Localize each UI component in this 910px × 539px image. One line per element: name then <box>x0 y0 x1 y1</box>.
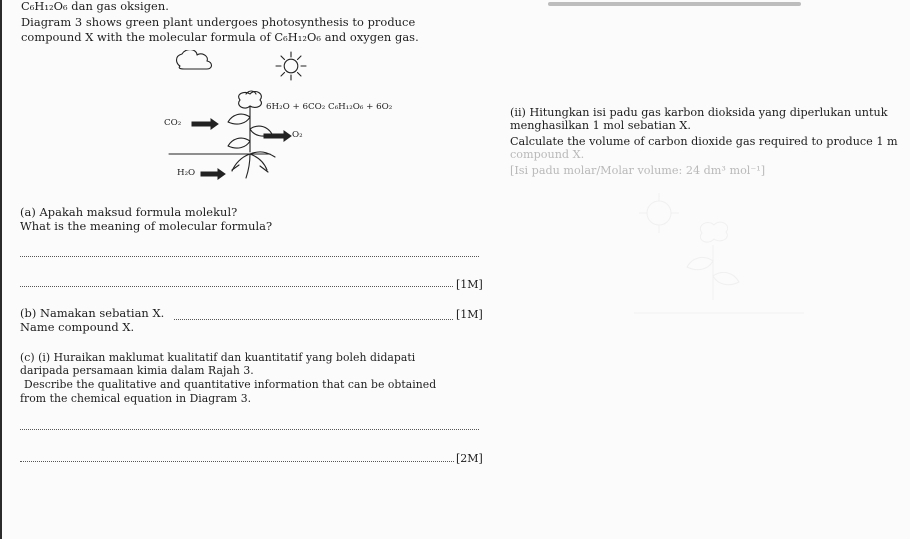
intro-line-2: Diagram 3 shows green plant undergoes photosynthesis to produce <box>21 15 416 29</box>
question-b-english: Name compound X. <box>20 320 135 334</box>
question-a-english: What is the meaning of molecular formula? <box>20 219 273 233</box>
question-c-ii-panel <box>504 103 910 453</box>
photosynthesis-diagram <box>160 50 460 200</box>
question-a-marks: [1M] <box>456 278 483 291</box>
question-c-ii-malay-line-2: menghasilkan 1 mol sebatian X. <box>510 119 691 132</box>
question-b-marks: [1M] <box>456 308 483 321</box>
question-c-malay-line-2: daripada persamaan kimia dalam Rajah 3. <box>20 364 254 377</box>
left-border <box>0 0 2 539</box>
answer-line-a-2[interactable] <box>20 286 453 287</box>
question-c-marks: [2M] <box>456 452 483 465</box>
answer-line-b[interactable] <box>174 319 453 320</box>
answer-line-c-1[interactable] <box>20 429 479 430</box>
top-rule <box>548 2 801 6</box>
molar-volume-note: [Isi padu molar/Molar volume: 24 dm³ mol⁻¹] <box>510 164 766 177</box>
question-c-english-line-1: Describe the qualitative and quantitative information that can be obtained <box>24 378 437 391</box>
question-c-malay-line-1: (c) (i) Huraikan maklumat kualitatif dan kuantitatif yang boleh didapati <box>20 351 416 364</box>
photosynthesis-equation: 6H₂O + 6CO₂ C₆H₁₂O₆ + 6O₂ <box>266 102 393 112</box>
question-c-ii-english-line-2: compound X. <box>510 148 585 161</box>
answer-line-a-1[interactable] <box>20 256 479 257</box>
co2-label: CO₂ <box>164 118 182 128</box>
question-c-ii-malay-line-1: (ii) Hitungkan isi padu gas karbon dioksida yang diperlukan untuk <box>510 106 888 119</box>
h2o-label: H₂O <box>177 168 196 178</box>
question-a-malay: (a) Apakah maksud formula molekul? <box>20 205 238 219</box>
question-b-malay: (b) Namakan sebatian X. <box>20 306 165 320</box>
intro-line-3: compound X with the molecular formula of C₆H₁₂O₆ and oxygen gas. <box>21 30 419 44</box>
intro-line-1: C₆H₁₂O₆ dan gas oksigen. <box>21 0 169 13</box>
o2-label: O₂ <box>292 130 303 140</box>
question-c-english-line-2: from the chemical equation in Diagram 3. <box>20 392 252 405</box>
answer-line-c-2[interactable] <box>20 461 454 462</box>
question-c-ii-english-line-1: Calculate the volume of carbon dioxide gas required to produce 1 m <box>510 135 898 148</box>
